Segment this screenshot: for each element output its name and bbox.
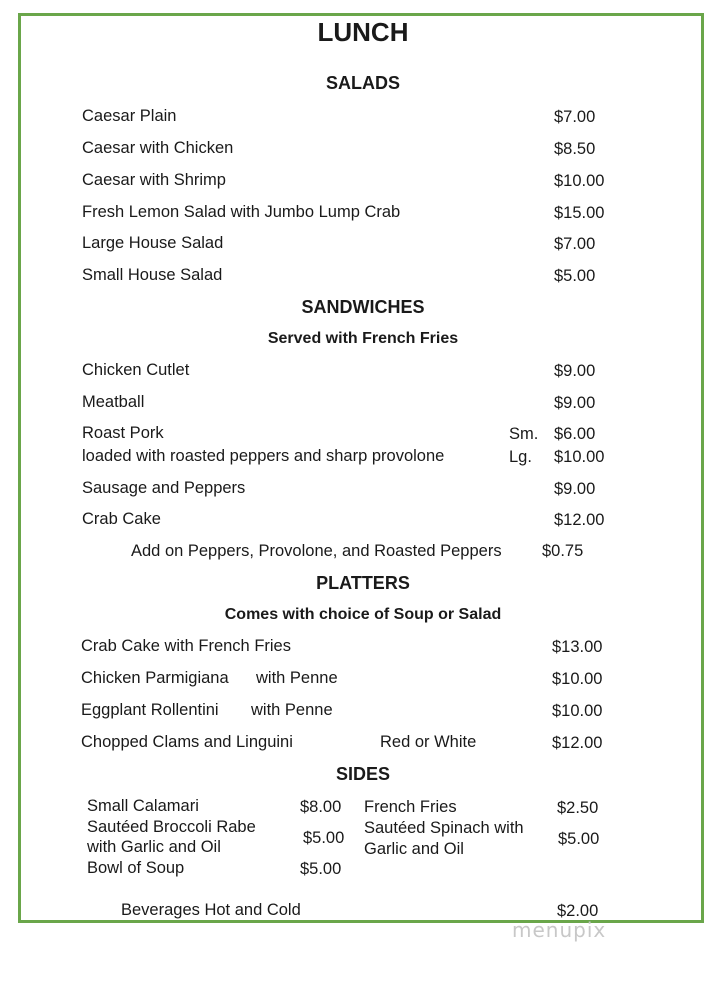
salad-item-name: Caesar with Chicken: [82, 139, 234, 157]
side-item-price: $5.00: [303, 829, 345, 847]
side-item-price: $2.50: [557, 799, 599, 817]
sandwich-item-price: $9.00: [554, 394, 596, 412]
addon-name: Add on Peppers, Provolone, and Roasted Peppers: [131, 542, 502, 560]
sandwiches-subheading: Served with French Fries: [267, 330, 459, 347]
platter-item-extra: with Penne: [256, 669, 338, 687]
beverages-name: Beverages Hot and Cold: [121, 901, 301, 919]
side-item-name: Small Calamari: [87, 797, 199, 815]
side-item-name: French Fries: [364, 798, 457, 816]
side-item-price: $5.00: [300, 860, 342, 878]
platter-item-extra: with Penne: [251, 701, 333, 719]
salad-item-price: $7.00: [554, 108, 596, 126]
sandwich-item-name: Sausage and Peppers: [82, 479, 246, 497]
roast-pork-small-price: $6.00: [554, 425, 596, 443]
side-item-name-line2: Garlic and Oil: [364, 840, 464, 858]
platters-heading: PLATTERS: [316, 573, 410, 593]
sandwich-item-price: $12.00: [554, 511, 605, 529]
platter-item-price: $10.00: [552, 702, 603, 720]
sandwich-item-name: Meatball: [82, 393, 145, 411]
sandwich-item-name: Chicken Cutlet: [82, 361, 190, 379]
salad-item-name: Caesar with Shrimp: [82, 171, 226, 189]
platter-item-extra: Red or White: [380, 733, 477, 751]
menupix-watermark: menupix: [512, 918, 607, 942]
salad-item-name: Fresh Lemon Salad with Jumbo Lump Crab: [82, 203, 401, 221]
roast-pork-large-price: $10.00: [554, 448, 605, 466]
platter-item-price: $12.00: [552, 734, 603, 752]
side-item-name: Sautéed Broccoli Rabe: [87, 818, 256, 836]
platters-subheading: Comes with choice of Soup or Salad: [224, 606, 502, 623]
salad-item-price: $8.50: [554, 140, 596, 158]
menu-title: LUNCH: [317, 17, 409, 47]
side-item-name-line2: with Garlic and Oil: [87, 838, 221, 856]
sandwich-item-price: $9.00: [554, 362, 596, 380]
sides-heading: SIDES: [335, 764, 391, 784]
sandwiches-heading: SANDWICHES: [301, 297, 425, 317]
platter-item-name: Chopped Clams and Linguini: [81, 733, 293, 751]
platter-item-name: Crab Cake with French Fries: [81, 637, 291, 655]
salad-item-price: $7.00: [554, 235, 596, 253]
side-item-price: $5.00: [558, 830, 600, 848]
salads-heading: SALADS: [325, 73, 400, 93]
size-large-label: Lg.: [509, 448, 532, 466]
side-item-price: $8.00: [300, 798, 342, 816]
beverages-price: $2.00: [557, 902, 599, 920]
salad-item-name: Large House Salad: [82, 234, 224, 252]
sandwich-item-name: Crab Cake: [82, 510, 161, 528]
addon-price: $0.75: [542, 542, 584, 560]
platter-item-name: Chicken Parmigiana: [81, 669, 229, 687]
sandwich-item-price: $9.00: [554, 480, 596, 498]
platter-item-price: $10.00: [552, 670, 603, 688]
platter-item-name: Eggplant Rollentini: [81, 701, 219, 719]
size-small-label: Sm.: [509, 425, 539, 443]
side-item-name: Bowl of Soup: [87, 859, 185, 877]
roast-pork-name: Roast Pork: [82, 424, 164, 442]
salad-item-name: Caesar Plain: [82, 107, 177, 125]
salad-item-name: Small House Salad: [82, 266, 223, 284]
roast-pork-description: loaded with roasted peppers and sharp provolone: [82, 447, 445, 465]
salad-item-price: $5.00: [554, 267, 596, 285]
side-item-name: Sautéed Spinach with: [364, 819, 524, 837]
salad-item-price: $15.00: [554, 204, 605, 222]
platter-item-price: $13.00: [552, 638, 603, 656]
salad-item-price: $10.00: [554, 172, 605, 190]
